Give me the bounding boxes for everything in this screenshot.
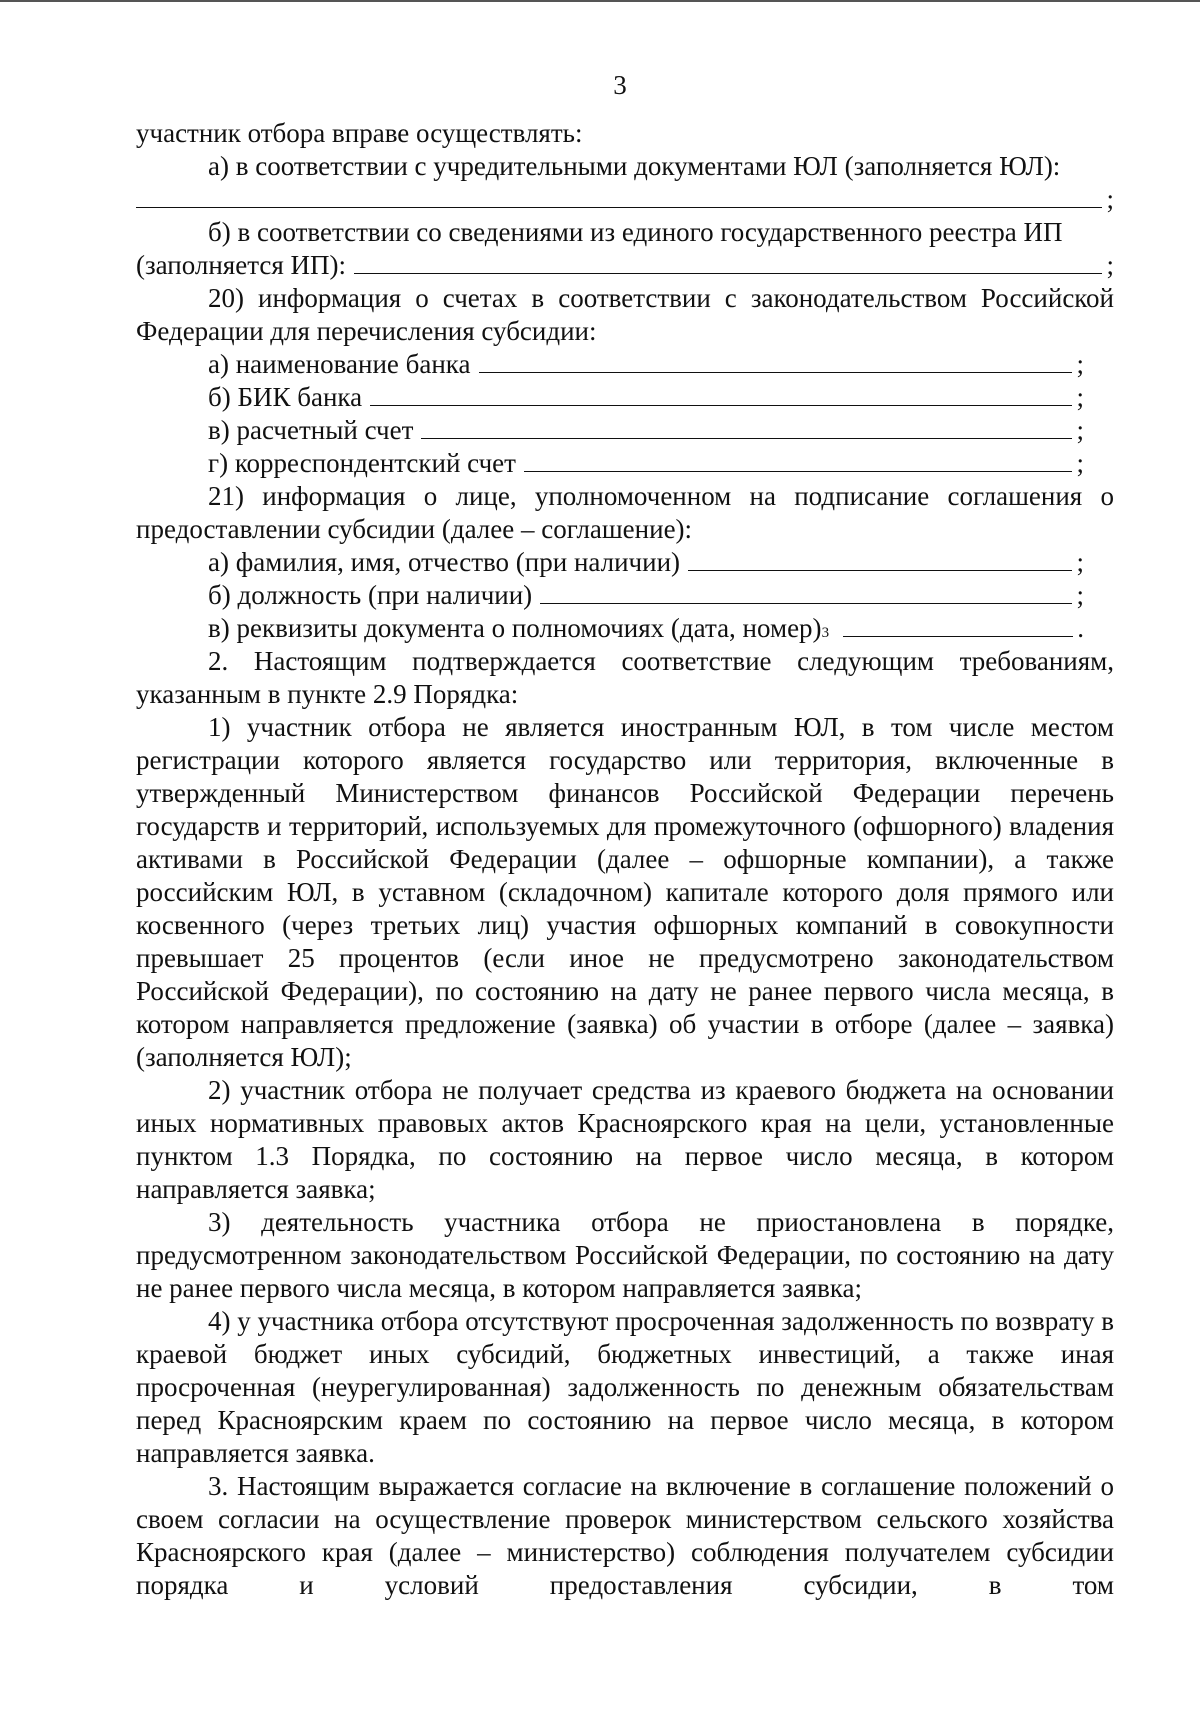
blank-field[interactable] <box>524 448 1073 472</box>
fill-line-ip <box>136 249 1114 282</box>
text-line: Федерации для перечисления субсидии: <box>136 316 597 346</box>
line-end: ; <box>1076 547 1084 577</box>
scan-edge <box>0 0 1200 2</box>
fill-line-bik <box>136 381 1114 414</box>
field-label: г) корреспондентский счет <box>208 448 516 478</box>
fill-line-corr-account <box>136 447 1114 480</box>
document-body <box>136 117 1114 1602</box>
line-end: ; <box>1076 415 1084 445</box>
line-end: ; <box>1106 184 1114 214</box>
field-label: в) расчетный счет <box>208 415 414 445</box>
blank-field[interactable] <box>688 547 1072 571</box>
fill-line-account <box>136 414 1114 447</box>
line-end: ; <box>1076 349 1084 379</box>
fill-line-full-name <box>136 546 1114 579</box>
field-label: б) БИК банка <box>208 382 363 412</box>
fill-line-bank-name <box>136 348 1114 381</box>
line-end: ; <box>1076 382 1084 412</box>
line-end: . <box>1077 613 1084 643</box>
blank-field[interactable] <box>354 250 1103 274</box>
field-label: б) должность (при наличии) <box>208 580 533 610</box>
text-line: б) в соответствии со сведениями из единого государственного реестра ИП <box>208 217 1063 247</box>
paragraph-2-4: 4) у участника отбора отсутствуют просроченная задолженность по возврату в краевой бюджет иных субсидий, бюджетных инвестиций, а также иная просроченная (неурегулированная) задолженность по денежным обязательствам перед Красноярским краем по состоянию на первое число месяца, в котором направляется заявка. <box>136 1306 1114 1468</box>
line-end: ; <box>1076 448 1084 478</box>
blank-field[interactable] <box>421 415 1072 439</box>
fill-line-authority-doc: в) реквизиты документа о полномочиях (дата, номер) 3 . <box>208 613 1084 643</box>
text-line: а) в соответствии с учредительными документами ЮЛ (заполняется ЮЛ): <box>208 151 1061 181</box>
field-label: в) реквизиты документа о полномочиях (дата, номер) <box>208 613 822 643</box>
text-line: 20) информация о счетах в соответствии с законодательством Российской <box>208 283 1114 313</box>
paragraph-2-1: 1) участник отбора не является иностранным ЮЛ, в том числе местом регистрации которого является государство или территория, включенные в утвержденный Министерством финансов Российской Федерации перечень государств и территорий, используемых для промежуточного (офшорного) владения активами в Российской Федерации (далее – офшорные компании), а также российским ЮЛ, в уставном (складочном) капитале которого доля прямого или косвенного (через третьих лиц) участия офшорных компаний в совокупности превышает 25 процентов (если иное не предусмотрено законодательством Российской Федерации), по состоянию на дату не ранее первого числа месяца, в котором направляется предложение (заявка) об участии в отборе (далее – заявка) (заполняется ЮЛ); <box>136 712 1114 1072</box>
field-label: а) фамилия, имя, отчество (при наличии) <box>208 547 681 577</box>
paragraph-21: 21) информация о лице, уполномоченном на подписание соглашения о предоставлении субсидии (далее – соглашение): <box>136 481 1114 544</box>
blank-field[interactable] <box>479 349 1073 373</box>
page-number: 3 <box>613 70 627 100</box>
field-label: (заполняется ИП): <box>136 250 346 280</box>
paragraph-2-2: 2) участник отбора не получает средства из краевого бюджета на основании иных нормативных правовых актов Красноярского края на цели, установленные пунктом 1.3 Порядка, по состоянию на первое число месяца, в котором направляется заявка; <box>136 1075 1114 1204</box>
blank-field[interactable] <box>370 382 1072 406</box>
blank-field[interactable] <box>843 613 1073 637</box>
line-end: ; <box>1076 580 1084 610</box>
blank-field[interactable] <box>540 580 1072 604</box>
blank-field[interactable] <box>136 184 1102 208</box>
text-line: участник отбора вправе осуществлять: <box>136 118 583 148</box>
paragraph-2-3: 3) деятельность участника отбора не приостановлена в порядке, предусмотренном законодательством Российской Федерации, по состоянию на дату не ранее первого числа месяца, в котором направляется заявка; <box>136 1207 1114 1303</box>
paragraph-3: 3. Настоящим выражается согласие на включение в соглашение положений о своем согласии на осуществление проверок министерством сельского хозяйства Красноярского края (далее – министерство) соблюдения получателем субсидии порядка и условий предоставления субсидии, в том <box>136 1471 1114 1600</box>
fill-line-ul <box>136 183 1114 216</box>
paragraph-2: 2. Настоящим подтверждается соответствие следующим требованиям, указанным в пункте 2.9 Порядка: <box>136 646 1114 709</box>
line-end: ; <box>1106 250 1114 280</box>
fill-line-position <box>136 579 1114 612</box>
field-label: а) наименование банка <box>208 349 471 379</box>
